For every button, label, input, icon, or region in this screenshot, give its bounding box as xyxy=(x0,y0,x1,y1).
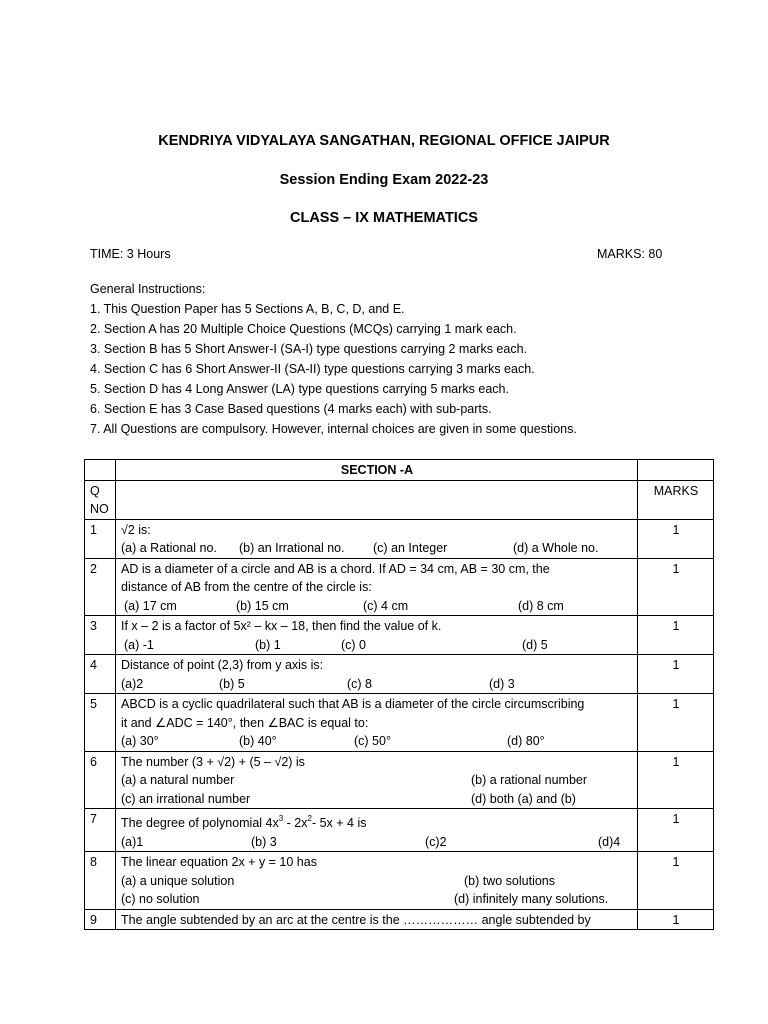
option: (b) 15 cm xyxy=(236,598,289,613)
question-number: 9 xyxy=(85,909,116,930)
instruction-item: 7. All Questions are compulsory. However, internal choices are given in some questions. xyxy=(90,422,577,436)
class-title: CLASS – IX MATHEMATICS xyxy=(290,210,478,226)
question-number: 3 xyxy=(85,616,116,655)
option: (b) two solutions xyxy=(464,873,556,888)
question-mark: 1 xyxy=(638,519,714,558)
option: (a) a Rational no. xyxy=(121,541,217,555)
marks-header: MARKS xyxy=(638,480,714,519)
table-row xyxy=(85,558,714,616)
question-cell xyxy=(116,852,638,910)
question-number: 6 xyxy=(85,751,116,809)
instruction-item: 1. This Question Paper has 5 Sections A, B, C, D, and E. xyxy=(90,302,405,316)
question-mark: 1 xyxy=(638,809,714,852)
question-cell xyxy=(116,909,638,930)
table-row xyxy=(85,809,714,852)
question-number: 2 xyxy=(85,558,116,616)
option: (b) 40° xyxy=(239,734,277,748)
option: (a) a natural number xyxy=(121,773,235,787)
question-cell xyxy=(116,694,638,752)
option: (d) infinitely many solutions. xyxy=(454,892,609,906)
question-text: AD is a diameter of a circle and AB is a chord. If AD = 34 cm, AB = 30 cm, the xyxy=(121,561,550,576)
question-text: The number (3 + √2) + (5 – √2) is xyxy=(121,754,305,769)
option: (d) a Whole no. xyxy=(513,541,599,555)
question-cell xyxy=(116,616,638,655)
instructions-title: General Instructions: xyxy=(90,282,206,296)
org-title: KENDRIYA VIDYALAYA SANGATHAN, REGIONAL OFFICE JAIPUR xyxy=(158,133,610,149)
option: (c) an Integer xyxy=(373,541,448,555)
question-text: The degree of polynomial $4x^3 - 2x^2-$ 5x + 4 is xyxy=(121,814,367,830)
question-mark: 1 xyxy=(638,751,714,809)
instruction-item: 2. Section A has 20 Multiple Choice Questions (MCQs) carrying 1 mark each. xyxy=(90,322,517,336)
option: (a) 30° xyxy=(121,734,159,748)
table-row xyxy=(85,519,714,558)
instruction-item: 5. Section D has 4 Long Answer (LA) type questions carrying 5 marks each. xyxy=(90,382,509,396)
option: (d) 80° xyxy=(507,734,545,748)
question-number: 7 xyxy=(85,809,116,852)
qno-header: Q NO xyxy=(85,480,116,519)
question-number: 4 xyxy=(85,655,116,694)
general-instructions xyxy=(90,279,577,439)
question-text: The linear equation 2x + y = 10 has xyxy=(121,855,317,869)
section-a-table xyxy=(84,459,714,930)
table-row xyxy=(85,616,714,655)
question-mark: 1 xyxy=(638,558,714,616)
option: (b) 3 xyxy=(251,834,277,849)
question-text: it and ∠ADC = 140°, then ∠BAC is equal to: xyxy=(121,715,369,730)
question-text: ABCD is a cyclic quadrilateral such that AB is a diameter of the circle circumscribing xyxy=(121,697,585,711)
option: (c)2 xyxy=(425,834,447,849)
table-row xyxy=(85,460,714,481)
question-mark: 1 xyxy=(638,909,714,930)
option: (a) -1 xyxy=(124,637,154,652)
table-row xyxy=(85,909,714,930)
question-text: The angle subtended by an arc at the centre is the ……………… angle subtended by xyxy=(121,912,591,927)
question-text: distance of AB from the centre of the circle is: xyxy=(121,580,372,594)
table-header-row xyxy=(85,480,714,519)
option: (d) 3 xyxy=(489,676,515,691)
option: (b) 5 xyxy=(219,676,245,691)
question-number: 8 xyxy=(85,852,116,910)
time-label: TIME: 3 Hours xyxy=(90,247,171,261)
marks-label: MARKS: 80 xyxy=(597,247,663,261)
option: (d) both (a) and (b) xyxy=(471,791,576,806)
option: (c) no solution xyxy=(121,892,200,906)
option: (a) 17 cm xyxy=(124,598,177,613)
question-mark: 1 xyxy=(638,616,714,655)
table-row xyxy=(85,751,714,809)
option: (d)4 xyxy=(598,834,621,849)
table-row xyxy=(85,694,714,752)
question-text: If x – 2 is a factor of 5x² – kx – 18, then find the value of k. xyxy=(121,619,442,633)
instruction-item: 4. Section C has 6 Short Answer-II (SA-II) type questions carrying 3 marks each. xyxy=(90,362,535,376)
question-cell xyxy=(116,809,638,852)
question-mark: 1 xyxy=(638,694,714,752)
question-cell xyxy=(116,519,638,558)
question-cell xyxy=(116,751,638,809)
instruction-item: 6. Section E has 3 Case Based questions (4 marks each) with sub-parts. xyxy=(90,402,492,416)
option: (b) a rational number xyxy=(471,773,588,787)
option: (c) 8 xyxy=(347,676,372,691)
question-mark: 1 xyxy=(638,852,714,910)
question-cell xyxy=(116,655,638,694)
question-text: √2 is: xyxy=(121,522,151,537)
exam-title: Session Ending Exam 2022-23 xyxy=(279,172,489,188)
option: (c) 50° xyxy=(354,734,391,748)
option: (a)1 xyxy=(121,834,144,849)
question-text: Distance of point (2,3) from y axis is: xyxy=(121,658,324,672)
option: (c) 4 cm xyxy=(363,598,409,613)
table-row xyxy=(85,852,714,910)
option: (d) 5 xyxy=(522,637,548,652)
question-number: 5 xyxy=(85,694,116,752)
section-heading: SECTION -A xyxy=(116,460,638,481)
question-cell xyxy=(116,558,638,616)
option: (a)2 xyxy=(121,676,144,691)
option: (b) an Irrational no. xyxy=(239,541,345,555)
option: (c) an irrational number xyxy=(121,791,251,806)
option: (d) 8 cm xyxy=(518,598,564,613)
option: (c) 0 xyxy=(341,637,366,652)
instruction-item: 3. Section B has 5 Short Answer-I (SA-I) type questions carrying 2 marks each. xyxy=(90,342,527,356)
question-number: 1 xyxy=(85,519,116,558)
option: (b) 1 xyxy=(255,637,281,652)
table-row xyxy=(85,655,714,694)
question-mark: 1 xyxy=(638,655,714,694)
option: (a) a unique solution xyxy=(121,873,235,888)
